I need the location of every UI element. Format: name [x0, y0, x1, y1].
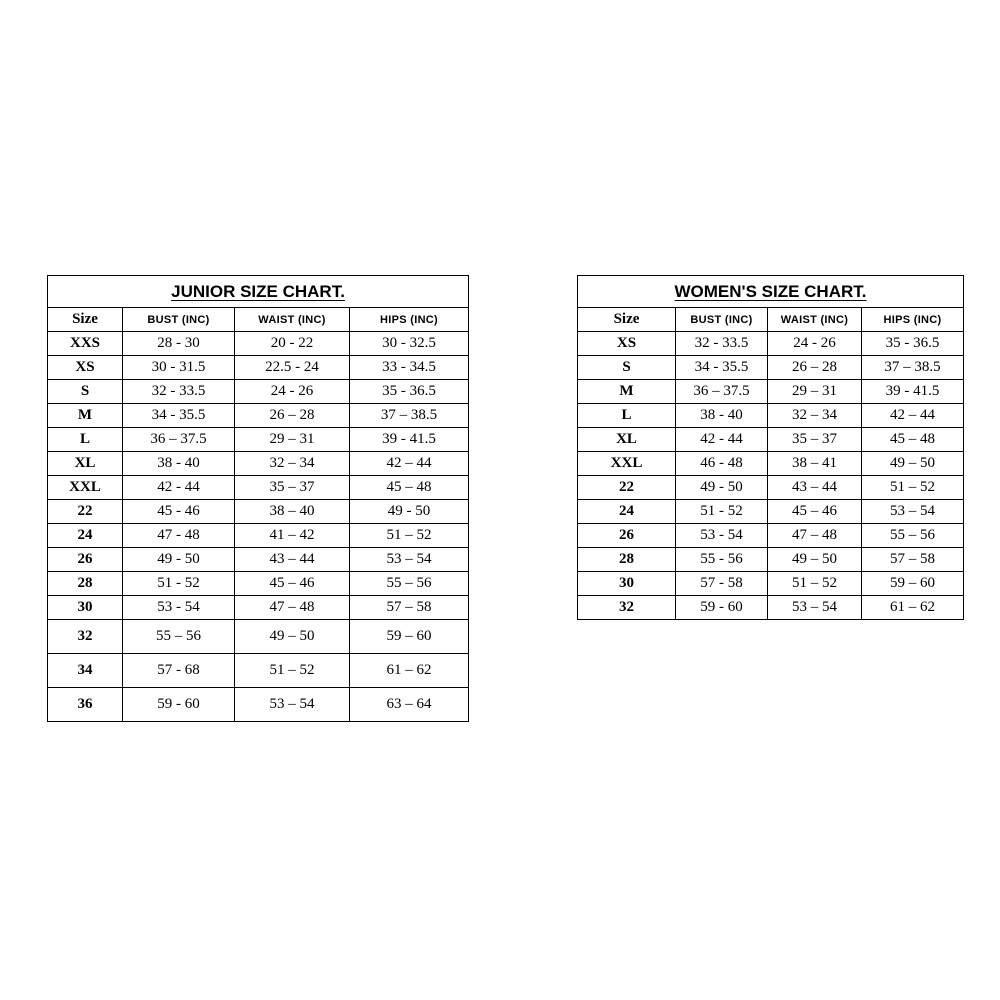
column-header-hips: HIPS (INC) — [862, 308, 964, 332]
hips-cell: 39 - 41.5 — [350, 428, 469, 452]
table-row — [48, 380, 469, 404]
column-header-hips: HIPS (INC) — [350, 308, 469, 332]
bust-cell: 34 - 35.5 — [123, 404, 235, 428]
size-cell: 36 — [48, 688, 123, 722]
column-header-size: Size — [578, 308, 676, 332]
table-row — [578, 476, 964, 500]
hips-cell: 55 – 56 — [350, 572, 469, 596]
waist-cell: 53 – 54 — [768, 596, 862, 620]
hips-cell: 57 – 58 — [862, 548, 964, 572]
women-size-chart — [577, 275, 964, 620]
column-header-waist: WAIST (INC) — [235, 308, 350, 332]
table-row — [578, 332, 964, 356]
size-cell: XL — [48, 452, 123, 476]
hips-cell: 42 – 44 — [862, 404, 964, 428]
waist-cell: 45 – 46 — [768, 500, 862, 524]
column-header-waist: WAIST (INC) — [768, 308, 862, 332]
table-row — [578, 404, 964, 428]
size-cell: 28 — [578, 548, 676, 572]
waist-cell: 51 – 52 — [768, 572, 862, 596]
bust-cell: 49 - 50 — [123, 548, 235, 572]
table-row — [48, 356, 469, 380]
column-header-size: Size — [48, 308, 123, 332]
bust-cell: 55 – 56 — [123, 620, 235, 654]
hips-cell: 49 - 50 — [350, 500, 469, 524]
table-row — [48, 654, 469, 688]
bust-cell: 38 - 40 — [676, 404, 768, 428]
hips-cell: 61 – 62 — [862, 596, 964, 620]
waist-cell: 29 – 31 — [768, 380, 862, 404]
size-cell: XXL — [48, 476, 123, 500]
table-row — [48, 620, 469, 654]
size-cell: XS — [48, 356, 123, 380]
waist-cell: 24 - 26 — [768, 332, 862, 356]
waist-cell: 24 - 26 — [235, 380, 350, 404]
waist-cell: 47 – 48 — [768, 524, 862, 548]
bust-cell: 36 – 37.5 — [123, 428, 235, 452]
junior-header-row — [48, 308, 469, 332]
size-cell: 22 — [578, 476, 676, 500]
table-row — [578, 500, 964, 524]
hips-cell: 37 – 38.5 — [862, 356, 964, 380]
size-cell: XXL — [578, 452, 676, 476]
women-chart-title: WOMEN'S SIZE CHART. — [578, 276, 964, 308]
size-cell: 26 — [48, 548, 123, 572]
size-cell: 30 — [578, 572, 676, 596]
hips-cell: 33 - 34.5 — [350, 356, 469, 380]
size-cell: 24 — [48, 524, 123, 548]
table-row — [578, 596, 964, 620]
bust-cell: 38 - 40 — [123, 452, 235, 476]
size-cell: 30 — [48, 596, 123, 620]
table-row — [48, 548, 469, 572]
size-cell: 32 — [48, 620, 123, 654]
size-cell: 26 — [578, 524, 676, 548]
waist-cell: 38 – 41 — [768, 452, 862, 476]
size-cell: M — [48, 404, 123, 428]
bust-cell: 47 - 48 — [123, 524, 235, 548]
bust-cell: 57 - 58 — [676, 572, 768, 596]
junior-chart-title: JUNIOR SIZE CHART. — [48, 276, 469, 308]
bust-cell: 59 - 60 — [676, 596, 768, 620]
women-header-row — [578, 308, 964, 332]
table-row — [578, 428, 964, 452]
table-row — [48, 572, 469, 596]
waist-cell: 26 – 28 — [768, 356, 862, 380]
hips-cell: 51 – 52 — [862, 476, 964, 500]
size-cell: 24 — [578, 500, 676, 524]
bust-cell: 46 - 48 — [676, 452, 768, 476]
size-cell: 28 — [48, 572, 123, 596]
bust-cell: 42 - 44 — [123, 476, 235, 500]
size-cell: XXS — [48, 332, 123, 356]
hips-cell: 30 - 32.5 — [350, 332, 469, 356]
table-row — [578, 572, 964, 596]
bust-cell: 32 - 33.5 — [123, 380, 235, 404]
table-row — [48, 332, 469, 356]
size-cell: L — [48, 428, 123, 452]
waist-cell: 26 – 28 — [235, 404, 350, 428]
table-row — [578, 452, 964, 476]
bust-cell: 51 - 52 — [676, 500, 768, 524]
bust-cell: 45 - 46 — [123, 500, 235, 524]
junior-size-chart — [47, 275, 469, 722]
table-row — [578, 548, 964, 572]
size-cell: XL — [578, 428, 676, 452]
waist-cell: 35 – 37 — [235, 476, 350, 500]
waist-cell: 49 – 50 — [235, 620, 350, 654]
waist-cell: 38 – 40 — [235, 500, 350, 524]
bust-cell: 51 - 52 — [123, 572, 235, 596]
bust-cell: 32 - 33.5 — [676, 332, 768, 356]
table-row — [578, 524, 964, 548]
table-row — [578, 356, 964, 380]
hips-cell: 35 - 36.5 — [862, 332, 964, 356]
table-row — [48, 452, 469, 476]
size-cell: M — [578, 380, 676, 404]
table-row — [48, 476, 469, 500]
table-row — [48, 524, 469, 548]
bust-cell: 34 - 35.5 — [676, 356, 768, 380]
bust-cell: 30 - 31.5 — [123, 356, 235, 380]
bust-cell: 57 - 68 — [123, 654, 235, 688]
hips-cell: 42 – 44 — [350, 452, 469, 476]
hips-cell: 45 – 48 — [350, 476, 469, 500]
waist-cell: 43 – 44 — [768, 476, 862, 500]
table-row — [578, 380, 964, 404]
waist-cell: 35 – 37 — [768, 428, 862, 452]
table-row — [48, 688, 469, 722]
bust-cell: 28 - 30 — [123, 332, 235, 356]
bust-cell: 59 - 60 — [123, 688, 235, 722]
hips-cell: 45 – 48 — [862, 428, 964, 452]
waist-cell: 41 – 42 — [235, 524, 350, 548]
hips-cell: 53 – 54 — [862, 500, 964, 524]
size-cell: L — [578, 404, 676, 428]
table-row — [48, 404, 469, 428]
size-cell: 32 — [578, 596, 676, 620]
table-row — [48, 500, 469, 524]
size-cell: 22 — [48, 500, 123, 524]
hips-cell: 61 – 62 — [350, 654, 469, 688]
hips-cell: 37 – 38.5 — [350, 404, 469, 428]
column-header-bust: BUST (INC) — [676, 308, 768, 332]
column-header-bust: BUST (INC) — [123, 308, 235, 332]
hips-cell: 63 – 64 — [350, 688, 469, 722]
waist-cell: 22.5 - 24 — [235, 356, 350, 380]
bust-cell: 53 - 54 — [676, 524, 768, 548]
hips-cell: 59 – 60 — [350, 620, 469, 654]
waist-cell: 53 – 54 — [235, 688, 350, 722]
waist-cell: 29 – 31 — [235, 428, 350, 452]
hips-cell: 53 – 54 — [350, 548, 469, 572]
hips-cell: 51 – 52 — [350, 524, 469, 548]
hips-cell: 55 – 56 — [862, 524, 964, 548]
hips-cell: 49 – 50 — [862, 452, 964, 476]
bust-cell: 55 - 56 — [676, 548, 768, 572]
waist-cell: 51 – 52 — [235, 654, 350, 688]
bust-cell: 49 - 50 — [676, 476, 768, 500]
hips-cell: 59 – 60 — [862, 572, 964, 596]
hips-cell: 39 - 41.5 — [862, 380, 964, 404]
waist-cell: 43 – 44 — [235, 548, 350, 572]
bust-cell: 42 - 44 — [676, 428, 768, 452]
table-row — [48, 428, 469, 452]
size-cell: XS — [578, 332, 676, 356]
hips-cell: 57 – 58 — [350, 596, 469, 620]
size-cell: S — [48, 380, 123, 404]
bust-cell: 53 - 54 — [123, 596, 235, 620]
size-cell: 34 — [48, 654, 123, 688]
waist-cell: 32 – 34 — [768, 404, 862, 428]
bust-cell: 36 – 37.5 — [676, 380, 768, 404]
hips-cell: 35 - 36.5 — [350, 380, 469, 404]
waist-cell: 45 – 46 — [235, 572, 350, 596]
waist-cell: 49 – 50 — [768, 548, 862, 572]
table-row — [48, 596, 469, 620]
waist-cell: 32 – 34 — [235, 452, 350, 476]
waist-cell: 20 - 22 — [235, 332, 350, 356]
size-cell: S — [578, 356, 676, 380]
waist-cell: 47 – 48 — [235, 596, 350, 620]
